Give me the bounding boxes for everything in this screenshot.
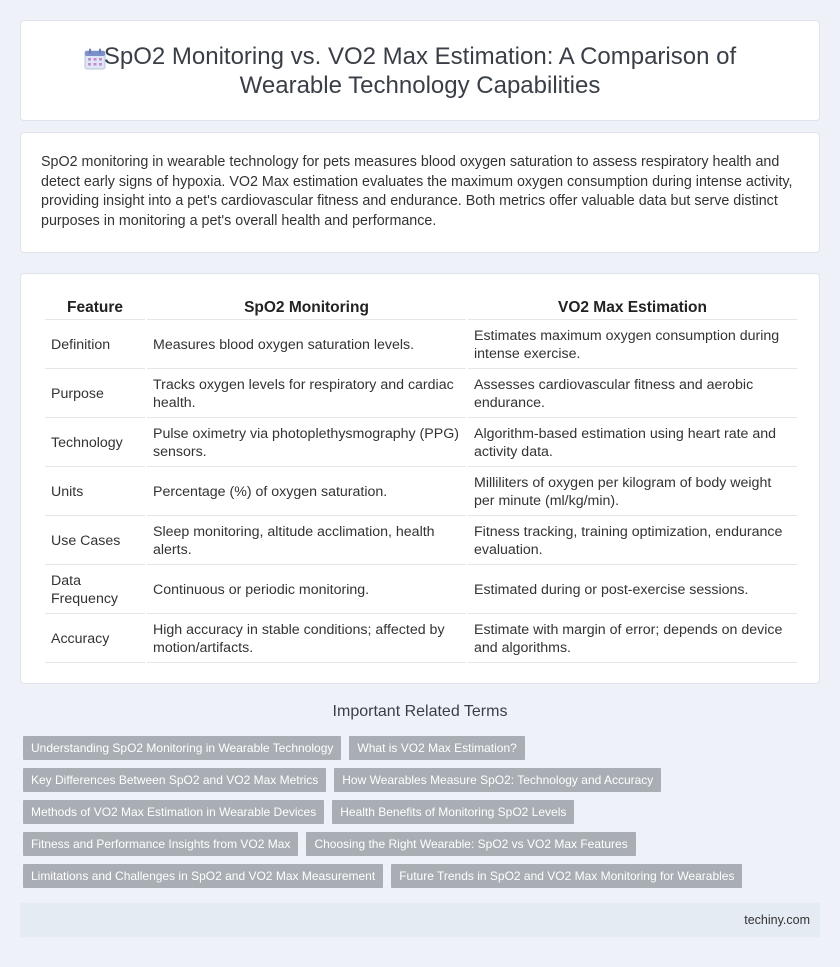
cell-feature: Use Cases [45, 518, 145, 565]
footer [20, 903, 820, 937]
cell-feature: Definition [45, 322, 145, 369]
table-row [45, 567, 797, 614]
cell-feature: Technology [45, 420, 145, 467]
cell-spo2: Pulse oximetry via photoplethysmography (PPG) sensors. [147, 420, 466, 467]
cell-spo2: Tracks oxygen levels for respiratory and cardiac health. [147, 371, 466, 418]
table-row [45, 322, 797, 369]
cell-feature: Units [45, 469, 145, 516]
cell-vo2max: Milliliters of oxygen per kilogram of body weight per minute (ml/kg/min). [468, 469, 797, 516]
cell-vo2max: Estimated during or post-exercise sessions. [468, 567, 797, 614]
cell-spo2: Sleep monitoring, altitude acclimation, health alerts. [147, 518, 466, 565]
cell-feature: Accuracy [45, 616, 145, 663]
related-term-tag[interactable]: Understanding SpO2 Monitoring in Wearable Technology [23, 736, 341, 760]
comparison-table [43, 294, 799, 665]
related-term-tag[interactable]: Health Benefits of Monitoring SpO2 Levels [332, 800, 574, 824]
tag-row [23, 736, 823, 760]
related-term-tag[interactable]: Choosing the Right Wearable: SpO2 vs VO2 Max Features [306, 832, 635, 856]
header-card [20, 20, 820, 121]
cell-vo2max: Assesses cardiovascular fitness and aerobic endurance. [468, 371, 797, 418]
comparison-table-card [20, 273, 820, 684]
table-row [45, 371, 797, 418]
cell-spo2: Percentage (%) of oxygen saturation. [147, 469, 466, 516]
related-term-tag[interactable]: Future Trends in SpO2 and VO2 Max Monitoring for Wearables [391, 864, 742, 888]
related-terms-list [23, 736, 823, 896]
table-row [45, 518, 797, 565]
intro-text: SpO2 monitoring in wearable technology for pets measures blood oxygen saturation to assess respiratory health and detect early signs of hypoxia. VO2 Max estimation evaluates the maximum oxygen consumption during intense activity, providing insight into a pet's cardiovascular fitness and endurance. Both metrics offer valuable data but serve distinct purposes in monitoring a pet's overall health and performance. [41, 154, 793, 229]
cell-vo2max: Algorithm-based estimation using heart rate and activity data. [468, 420, 797, 467]
table-row [45, 616, 797, 663]
header-spo2: SpO2 Monitoring [147, 296, 466, 320]
related-term-tag[interactable]: Key Differences Between SpO2 and VO2 Max Metrics [23, 768, 326, 792]
related-terms-title: Important Related Terms [332, 703, 508, 720]
cell-spo2: High accuracy in stable conditions; affected by motion/artifacts. [147, 616, 466, 663]
header-vo2max: VO2 Max Estimation [468, 296, 797, 320]
cell-feature: Data Frequency [45, 567, 145, 614]
tag-row [23, 832, 823, 856]
related-term-tag[interactable]: What is VO2 Max Estimation? [349, 736, 524, 760]
cell-vo2max: Estimate with margin of error; depends on device and algorithms. [468, 616, 797, 663]
table-header-row [45, 296, 797, 320]
page-title: SpO2 Monitoring vs. VO2 Max Estimation: A Comparison of Wearable Technology Capabilities [103, 42, 737, 99]
header-feature: Feature [45, 296, 145, 320]
cell-vo2max: Estimates maximum oxygen consumption during intense exercise. [468, 322, 797, 369]
related-term-tag[interactable]: Limitations and Challenges in SpO2 and VO2 Max Measurement [23, 864, 383, 888]
tag-row [23, 768, 823, 792]
table-row [45, 420, 797, 467]
tag-row [23, 800, 823, 824]
cell-spo2: Measures blood oxygen saturation levels. [147, 322, 466, 369]
footer-brand-link[interactable]: techiny.com [744, 913, 810, 927]
cell-spo2: Continuous or periodic monitoring. [147, 567, 466, 614]
related-term-tag[interactable]: Methods of VO2 Max Estimation in Wearable Devices [23, 800, 324, 824]
cell-vo2max: Fitness tracking, training optimization, endurance evaluation. [468, 518, 797, 565]
related-term-tag[interactable]: Fitness and Performance Insights from VO2 Max [23, 832, 298, 856]
cell-feature: Purpose [45, 371, 145, 418]
table-row [45, 469, 797, 516]
related-term-tag[interactable]: How Wearables Measure SpO2: Technology and Accuracy [334, 768, 661, 792]
intro-card [20, 132, 820, 253]
tag-row [23, 864, 823, 888]
